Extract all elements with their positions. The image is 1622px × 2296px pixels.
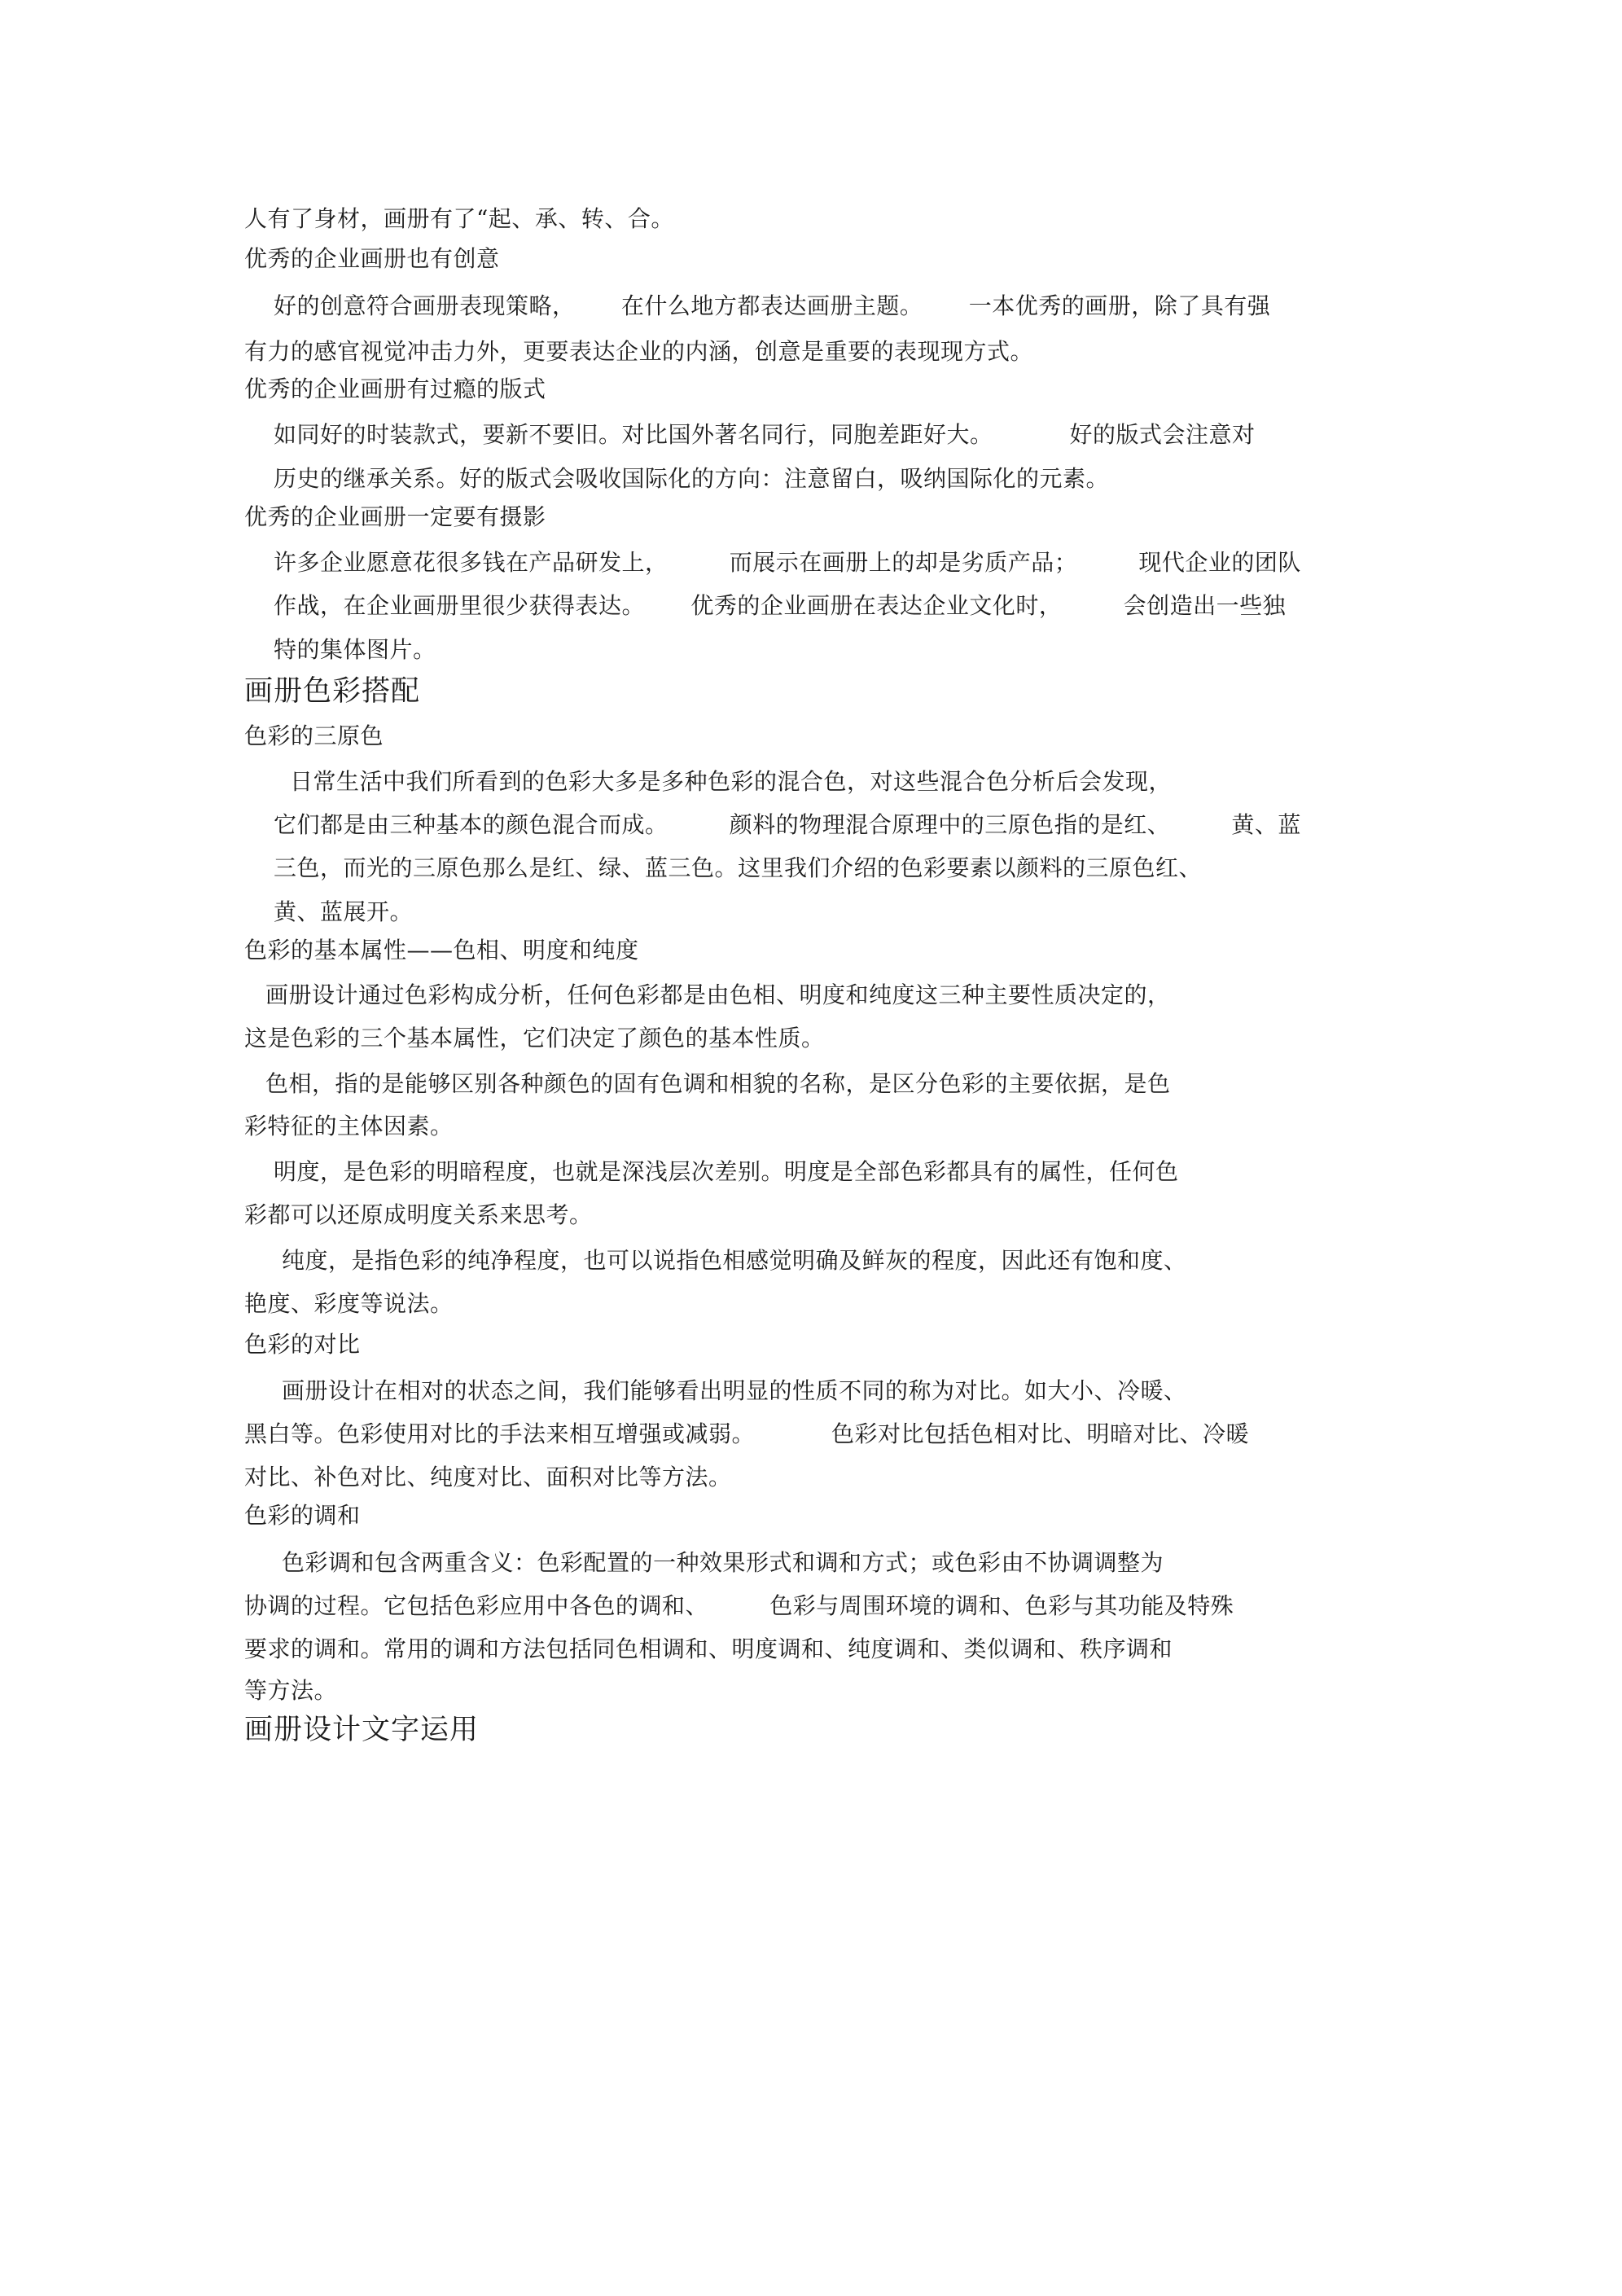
section-heading: 优秀的企业画册也有创意: [244, 245, 500, 272]
text-line: 黑白等。色彩使用对比的手法来相互增强或减弱。 色彩对比包括色相对比、明暗对比、冷暖: [244, 1420, 1250, 1447]
text-line: 色相，指的是能够区别各种颜色的固有色调和相貌的名称，是区分色彩的主要依据，是色: [265, 1070, 1171, 1097]
text-line: 画册设计通过色彩构成分析，任何色彩都是由色相、明度和纯度这三种主要性质决定的，: [265, 981, 1171, 1008]
text-line: 它们都是由三种基本的颜色混合而成。 颜料的物理混合原理中的三原色指的是红、 黄、蓝: [274, 811, 1301, 838]
text-line: 等方法。: [244, 1677, 338, 1704]
text-line: 如同好的时装款式，要新不要旧。对比国外著名同行，同胞差距好大。 好的版式会注意对: [274, 421, 1256, 448]
chapter-heading: 画册色彩搭配: [244, 675, 421, 708]
text-line: 艳度、彩度等说法。: [244, 1290, 454, 1317]
section-heading: 优秀的企业画册一定要有摄影: [244, 503, 546, 530]
section-heading: 色彩的三原色: [244, 722, 384, 749]
text-line: 人有了身材，画册有了“起、承、转、合。: [244, 205, 674, 232]
text-line: 画册设计在相对的状态之间，我们能够看出明显的性质不同的称为对比。如大小、冷暖、: [282, 1377, 1187, 1404]
text-line: 明度，是色彩的明暗程度，也就是深浅层次差别。明度是全部色彩都具有的属性，任何色: [274, 1158, 1179, 1185]
text-line: 有力的感官视觉冲击力外，更要表达企业的内涵，创意是重要的表现现方式。: [244, 338, 1034, 365]
text-line: 好的创意符合画册表现策略， 在什么地方都表达画册主题。 一本优秀的画册，除了具有强: [274, 292, 1271, 319]
text-line: 日常生活中我们所看到的色彩大多是多种色彩的混合色，对这些混合色分析后会发现，: [290, 768, 1173, 795]
text-line: 对比、补色对比、纯度对比、面积对比等方法。: [244, 1464, 732, 1490]
text-line: 要求的调和。常用的调和方法包括同色相调和、明度调和、纯度调和、类似调和、秩序调和: [244, 1635, 1173, 1662]
text-line: 特的集体图片。: [274, 636, 436, 663]
chapter-heading: 画册设计文字运用: [244, 1714, 480, 1746]
section-heading: 色彩的基本属性——色相、明度和纯度: [244, 937, 639, 964]
text-line: 纯度，是指色彩的纯净程度，也可以说指色相感觉明确及鲜灰的程度，因此还有饱和度、: [282, 1247, 1187, 1274]
section-heading: 色彩的调和: [244, 1502, 361, 1529]
text-line: 黄、蓝展开。: [274, 898, 414, 925]
text-line: 彩特征的主体因素。: [244, 1113, 454, 1139]
section-heading: 色彩的对比: [244, 1331, 361, 1358]
section-heading: 优秀的企业画册有过瘾的版式: [244, 375, 546, 402]
text-line: 协调的过程。它包括色彩应用中各色的调和、 色彩与周围环境的调和、色彩与其功能及特殊: [244, 1592, 1234, 1619]
text-line: 历史的继承关系。好的版式会吸收国际化的方向：注意留白，吸纳国际化的元素。: [274, 465, 1110, 492]
text-line: 三色，而光的三原色那么是红、绿、蓝三色。这里我们介绍的色彩要素以颜料的三原色红、: [274, 854, 1203, 881]
text-line: 色彩调和包含两重含义：色彩配置的一种效果形式和调和方式；或色彩由不协调调整为: [282, 1549, 1164, 1576]
text-line: 作战，在企业画册里很少获得表达。 优秀的企业画册在表达企业文化时， 会创造出一些独: [274, 592, 1287, 619]
text-line: 许多企业愿意花很多钱在产品研发上， 而展示在画册上的却是劣质产品； 现代企业的团队: [274, 549, 1301, 576]
text-line: 这是色彩的三个基本属性，它们决定了颜色的基本性质。: [244, 1025, 825, 1051]
text-line: 彩都可以还原成明度关系来思考。: [244, 1201, 593, 1228]
